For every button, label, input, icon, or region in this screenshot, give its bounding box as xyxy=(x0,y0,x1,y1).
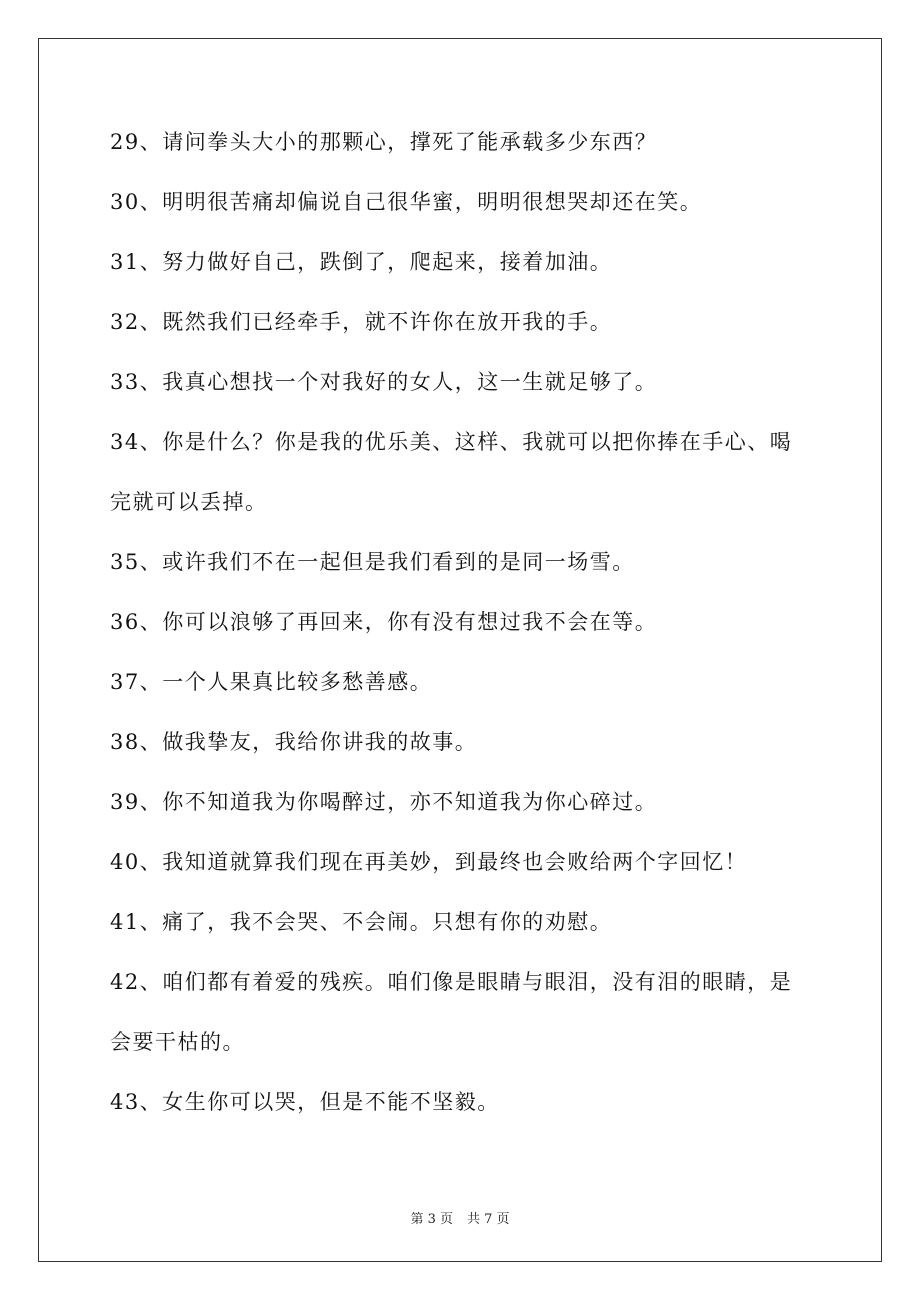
text-line: 38、做我挚友，我给你讲我的故事。 xyxy=(110,730,478,754)
text-line: 40、我知道就算我们现在再美妙，到最终也会败给两个字回忆！ xyxy=(110,850,748,874)
text-line: 30、明明很苦痛却偏说自己很华蜜，明明很想哭却还在笑。 xyxy=(110,190,703,214)
text-line: 42、咱们都有着爱的残疾。咱们像是眼睛与眼泪，没有泪的眼睛，是 xyxy=(110,970,793,994)
text-line: 35、或许我们不在一起但是我们看到的是同一场雪。 xyxy=(110,550,635,574)
text-line: 41、痛了，我不会哭、不会闹。只想有你的劝慰。 xyxy=(110,910,613,934)
text-line: 完就可以丢掉。 xyxy=(110,490,268,514)
text-line: 43、女生你可以哭，但是不能不坚毅。 xyxy=(110,1090,500,1114)
text-line: 会要干枯的。 xyxy=(110,1030,245,1054)
text-line: 37、一个人果真比较多愁善感。 xyxy=(110,670,433,694)
text-line: 34、你是什么？你是我的优乐美、这样、我就可以把你捧在手心、喝 xyxy=(110,430,793,454)
text-line: 32、既然我们已经牵手，就不许你在放开我的手。 xyxy=(110,310,613,334)
text-line: 29、请问拳头大小的那颗心，撑死了能承载多少东西？ xyxy=(110,130,658,154)
text-line: 36、你可以浪够了再回来，你有没有想过我不会在等。 xyxy=(110,610,658,634)
document-body xyxy=(110,122,810,1142)
text-line: 39、你不知道我为你喝醉过，亦不知道我为你心碎过。 xyxy=(110,790,658,814)
text-line: 33、我真心想找一个对我好的女人，这一生就足够了。 xyxy=(110,370,658,394)
text-line: 31、努力做好自己，跌倒了，爬起来，接着加油。 xyxy=(110,250,613,274)
page-number-current: 第 3 页 xyxy=(410,1212,453,1227)
page-number-total: 共 7 页 xyxy=(467,1212,510,1227)
page-footer xyxy=(0,1208,920,1227)
